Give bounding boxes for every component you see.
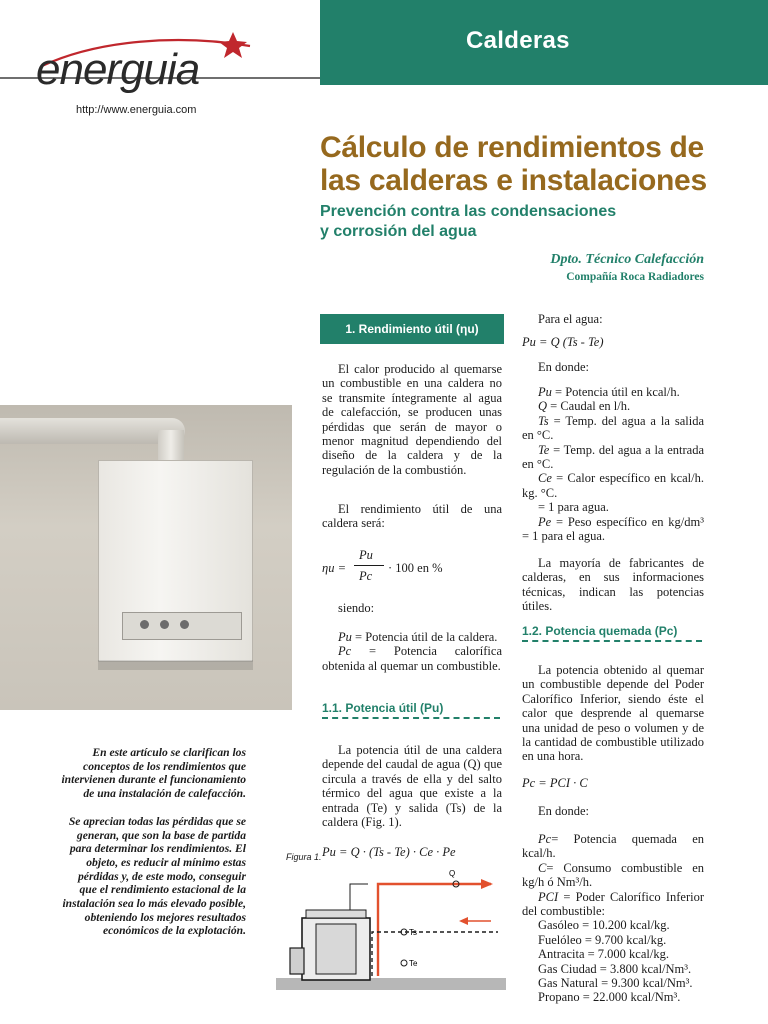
fuel-item: Antracita = 7.000 kcal/kg. bbox=[538, 947, 669, 962]
figure-1-diagram bbox=[276, 866, 506, 996]
boiler-knob bbox=[140, 620, 149, 629]
boiler-inner bbox=[316, 924, 356, 974]
figure-label: Figura 1. bbox=[286, 852, 322, 862]
pipe-outline bbox=[350, 884, 368, 910]
article-title: Cálculo de rendimientos de las calderas e instalaciones bbox=[320, 131, 707, 197]
efficiency-equation: ηu = Pu Pc · 100 en % bbox=[322, 548, 443, 583]
side-note-p1: En este artículo se clarifican los conceptos de los rendimientos que intervienen durante el funcionamiento de una instalación de calefacción. bbox=[61, 746, 246, 801]
fig-label-te: Te bbox=[409, 959, 418, 968]
section-band bbox=[320, 0, 768, 85]
outlet-arrow bbox=[481, 879, 493, 889]
svg-text:energuia bbox=[36, 45, 199, 94]
boiler-knob bbox=[160, 620, 169, 629]
side-note bbox=[60, 746, 246, 952]
fraction-bar bbox=[354, 565, 384, 566]
site-url[interactable]: http://www.energuia.com bbox=[76, 104, 197, 116]
fig-label-ts: Ts bbox=[409, 928, 417, 937]
pc-equation: Pc = PCI · C bbox=[522, 776, 588, 790]
col3-pc-text: La potencia obtenido al quemar un combustible depende del Poder Calorífico Inferior, siendo éste el calor que desprende al quemarse una unidad de peso o volumen y de la cantidad de combustible utilizado en una hora. bbox=[522, 663, 704, 764]
outlet-pipe bbox=[378, 884, 491, 976]
col3-agua: Para el agua: bbox=[538, 312, 603, 326]
fuel-item: Gasóleo = 10.200 kcal/kg. bbox=[538, 918, 670, 933]
side-note-p2: Se aprecian todas las pérdidas que se generan, que son la base de partida para determinar los rendimientos. El objeto, es reducir al mínimo estas pérdidas y, de este modo, conseguir que el rendimiento estacional de la instalación sea lo más elevado posible, obteniendo los mejores resultados económicos de la explotación. bbox=[62, 814, 246, 938]
boiler-top bbox=[306, 910, 366, 918]
col2-siendo: siendo: bbox=[338, 601, 375, 615]
col2-p2: El rendimiento útil de una caldera será: bbox=[322, 502, 502, 531]
col2-definitions: Pu = Potencia útil de la caldera. Pc = Potencia calorífica obtenida al quemar un combustible. bbox=[322, 630, 502, 673]
pu-equation: Pu = Q · (Ts - Te) · Ce · Pe bbox=[322, 845, 456, 859]
boiler-shadow bbox=[98, 660, 253, 670]
heading-potencia-quemada: 1.2. Potencia quemada (Pc) bbox=[522, 624, 702, 642]
company: Compañía Roca Radiadores bbox=[566, 271, 704, 283]
col3-mayoria: La mayoría de fabricantes de calderas, en sus informaciones técnicas, indican las potencias útiles. bbox=[522, 556, 704, 614]
fuel-item: Gas Ciudad = 3.800 kcal/Nm³. bbox=[538, 961, 692, 976]
burner bbox=[290, 948, 304, 974]
col3-definitions: Pu = Potencia útil en kcal/h. Q = Caudal en l/h. Ts = Temp. del agua a la salida en °C. Te = Temp. del agua a la entrada en °C. Ce = Calor específico en kcal/h. kg. °C. = 1 para agua. Pe = Peso específico en kg/dm³ = 1 para el agua. bbox=[522, 385, 704, 544]
col3-pc-definitions: Pc= Potencia quemada en kcal/h. C= Consumo combustible en kg/h ó Nm³/h. PCI = Poder Calorífico Inferior del combustible: Gasóleo = 10.200 kcal/kg. Fuelóleo = 9.700 kcal/kg. Antracita = 7.000 kcal/kg. Gas Ciudad = 3.800 kcal/Nm³. Gas Natural = 9.300 kcal/Nm³. Propano = 22.000 kcal/Nm³. bbox=[522, 832, 704, 1005]
logo-text: energuia bbox=[36, 45, 200, 94]
heading-potencia-util: 1.1. Potencia útil (Pu) bbox=[322, 701, 500, 719]
heading-rendimiento-util: 1. Rendimiento útil (ηu) bbox=[320, 314, 504, 344]
fuel-item: Fuelóleo = 9.700 kcal/kg. bbox=[538, 932, 667, 947]
col3-en-donde-2: En donde: bbox=[538, 804, 590, 818]
agua-equation: Pu = Q (Ts - Te) bbox=[522, 335, 604, 349]
author: Dpto. Técnico Calefacción bbox=[550, 252, 704, 267]
energuia-logo bbox=[28, 28, 258, 98]
section-title: Calderas bbox=[466, 27, 570, 54]
te-sensor bbox=[401, 960, 407, 966]
col2-p1: El calor producido al quemarse un combustible en una caldera no se transmite íntegramente al agua de calefacción, se producen unas pérdidas que serán de mayor o menor magnitud dependiendo del diseño de la caldera y de la regulación de la combustión. bbox=[322, 362, 502, 477]
col3-en-donde: En donde: bbox=[538, 360, 590, 374]
col2-p3: La potencia útil de una caldera depende del caudal de agua (Q) que circula a través de ella y del salto térmico del agua que existe a la entrada (Te) y salida (Ts) de la caldera (Fig. 1). bbox=[322, 743, 502, 830]
article-subtitle: Prevención contra las condensaciones y corrosión del agua bbox=[320, 203, 617, 240]
inlet-pipe bbox=[372, 932, 498, 976]
fuel-item: Gas Natural = 9.300 kcal/Nm³. bbox=[538, 976, 693, 991]
fig-label-q: Q bbox=[449, 869, 456, 878]
fuel-item: Propano = 22.000 kcal/Nm³. bbox=[538, 990, 681, 1005]
inlet-arrow bbox=[459, 917, 468, 925]
boiler-knob bbox=[180, 620, 189, 629]
